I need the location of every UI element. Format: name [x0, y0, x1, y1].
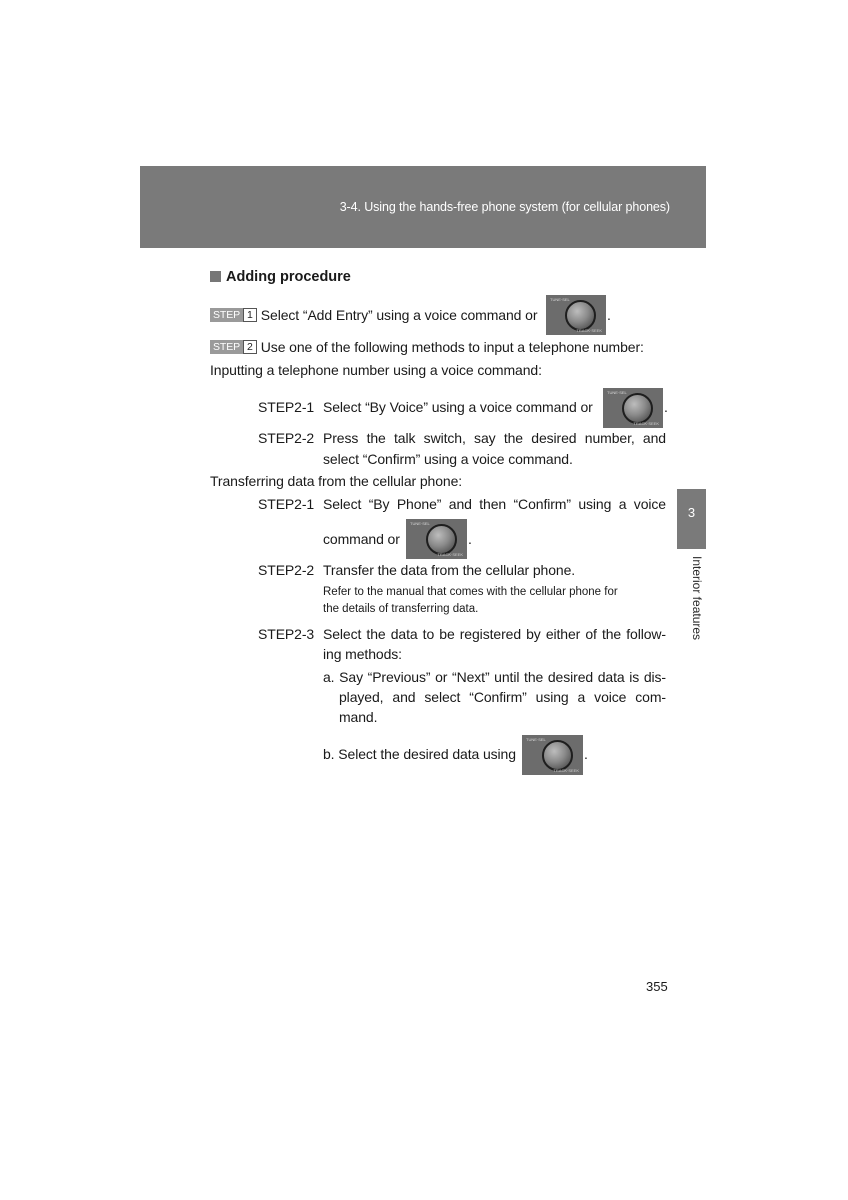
talk-knob-image: TUNE·SEL TRACK·SEEK — [546, 295, 606, 335]
page-number: 355 — [646, 979, 668, 994]
voice-intro: Inputting a telephone number using a voice command: — [210, 362, 542, 378]
method-a-line3: mand. — [339, 709, 378, 725]
talk-knob-image: TUNE·SEL TRACK·SEEK — [603, 388, 663, 428]
talk-knob-image: TUNE·SEL TRACK·SEEK — [522, 735, 583, 775]
transfer-step-3-line1: Select the data to be registered by either of the follow- — [323, 626, 666, 642]
transfer-step-1-label: STEP2-1 — [258, 496, 315, 512]
voice-step-2-line1: Press the talk switch, say the desired number, and — [323, 430, 666, 446]
transfer-intro: Transferring data from the cellular phone: — [210, 473, 463, 489]
procedure-heading — [210, 269, 351, 285]
chapter-label: Interior features — [690, 556, 704, 641]
voice-step-2-label: STEP2-2 — [258, 430, 315, 446]
step-1-period: . — [607, 307, 611, 323]
voice-step-1-text: Select “By Voice” using a voice command or — [323, 399, 593, 415]
knob-icon — [542, 740, 573, 771]
step-number: 2 — [243, 340, 257, 354]
transfer-note-line1: Refer to the manual that comes with the cellular phone for — [323, 586, 618, 598]
method-a-line2: played, and select “Confirm” using a voice com- — [339, 689, 666, 705]
chapter-tab — [677, 489, 706, 549]
step-2-text: Use one of the following methods to input a telephone number: — [260, 339, 644, 355]
heading-text: Adding procedure — [226, 269, 351, 285]
knob-icon — [622, 393, 653, 424]
voice-step-2-line2: select “Confirm” using a voice command. — [323, 451, 573, 467]
step-badge: STEP — [210, 340, 243, 354]
voice-step-1-label: STEP2-1 — [258, 399, 315, 415]
transfer-step-2-text: Transfer the data from the cellular phone. — [323, 562, 576, 578]
transfer-step-1-line1: Select “By Phone” and then “Confirm” using a voice — [323, 496, 666, 512]
transfer-note-line2: the details of transferring data. — [323, 603, 479, 615]
method-a-line1: a. Say “Previous” or “Next” until the desired data is dis- — [323, 669, 666, 685]
chapter-number: 3 — [687, 505, 696, 520]
transfer-step-1-period: . — [468, 531, 472, 547]
section-header-band — [140, 166, 706, 248]
method-b-period: . — [584, 746, 588, 762]
step-badge: STEP — [210, 308, 243, 322]
step-1-text: Select “Add Entry” using a voice command or — [260, 307, 538, 323]
step-number: 1 — [243, 308, 257, 322]
step-2-line — [210, 339, 644, 355]
talk-knob-image: TUNE·SEL TRACK·SEEK — [406, 519, 467, 559]
voice-step-1-period: . — [664, 399, 668, 415]
transfer-step-1-line2: command or — [323, 531, 400, 547]
section-title: 3-4. Using the hands-free phone system (for cellular phones) — [339, 200, 670, 214]
knob-icon — [426, 524, 457, 555]
transfer-step-3-label: STEP2-3 — [258, 626, 315, 642]
knob-icon — [565, 300, 596, 331]
square-bullet-icon — [210, 271, 221, 282]
transfer-step-2-label: STEP2-2 — [258, 562, 315, 578]
method-b-text: b. Select the desired data using — [323, 746, 516, 762]
step-1-line — [210, 307, 537, 323]
transfer-step-3-line2: ing methods: — [323, 646, 402, 662]
